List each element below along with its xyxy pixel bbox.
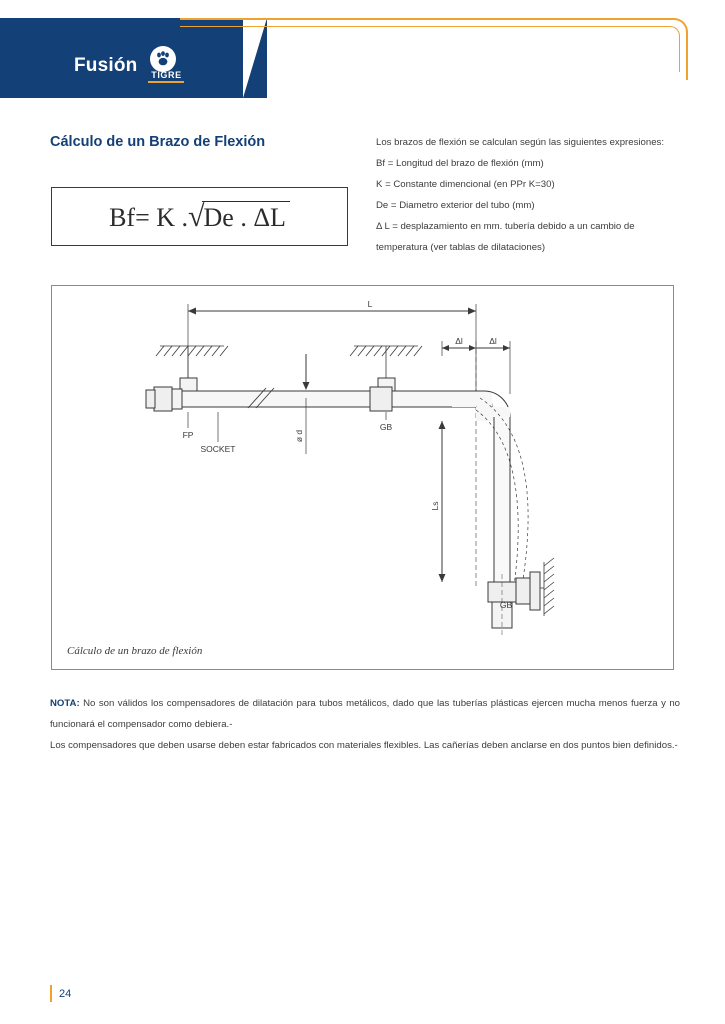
intro-line-2: Bf = Longitud del brazo de flexión (mm) [376,158,544,169]
formula-radicand: De . ΔL [202,201,290,233]
intro-line-3: K = Constante dimencional (en PPr K=30) [376,179,555,190]
tigre-logo-mark [145,46,187,88]
formula-box [51,187,348,246]
footer-accent-bar [50,985,52,1002]
note-label: NOTA: [50,698,80,709]
formula-prefix: Bf [109,202,136,232]
page-header [0,0,725,112]
intro-line-5: Δ L = desplazamiento en mm. tubería debido a un cambio de [376,221,635,232]
note-block [50,693,680,756]
brand-name: Fusión [74,55,138,76]
intro-text-block [376,132,680,258]
label-top-length: L [367,299,373,309]
label-socket: SOCKET [200,444,236,454]
header-accent-rule-inner [180,26,680,72]
page-footer [50,985,71,1002]
intro-line-6: temperatura (ver tablas de dilataciones) [376,242,546,253]
brand-logo [74,44,187,88]
label-gb-bottom: GB [499,600,513,610]
brand-underline [148,81,184,83]
label-fp: FP [182,430,194,440]
label-diameter: ø d [294,429,304,443]
formula-equals: = K . [135,202,189,232]
label-delta-right: Δl [489,336,497,346]
note-paragraph-2: Los compensadores que deben usarse deben estar fabricados con materiales flexibles. Las cañerías deben anclarse en dos puntos bien definidos.- [50,740,678,751]
paw-icon [154,50,172,68]
page-title: Cálculo de un Brazo de Flexión [50,134,266,150]
label-arm-length: Ls [430,501,440,511]
intro-line-1: Los brazos de flexión se calculan según las siguientes expresiones: [376,137,664,148]
brand-sub-label: TIGRE [151,70,182,80]
formula-expression: Bf= K .√De . ΔL [109,200,290,234]
figure-caption: Cálculo de un brazo de flexión [67,645,203,657]
label-delta-left: Δl [455,336,463,346]
page-number: 24 [59,987,72,1000]
note-text-1: No son válidos los compensadores de dilatación para tubos metálicos, dado que las tuberías plásticas ejercen mucha menos fuerza y no funcionará el compensador como debiera.- [50,698,680,730]
technical-diagram [51,285,674,670]
diagram-svg [52,286,673,669]
label-gb-top: GB [379,422,393,432]
intro-line-4: De = Diametro exterior del tubo (mm) [376,200,535,211]
note-paragraph-1 [50,693,680,735]
